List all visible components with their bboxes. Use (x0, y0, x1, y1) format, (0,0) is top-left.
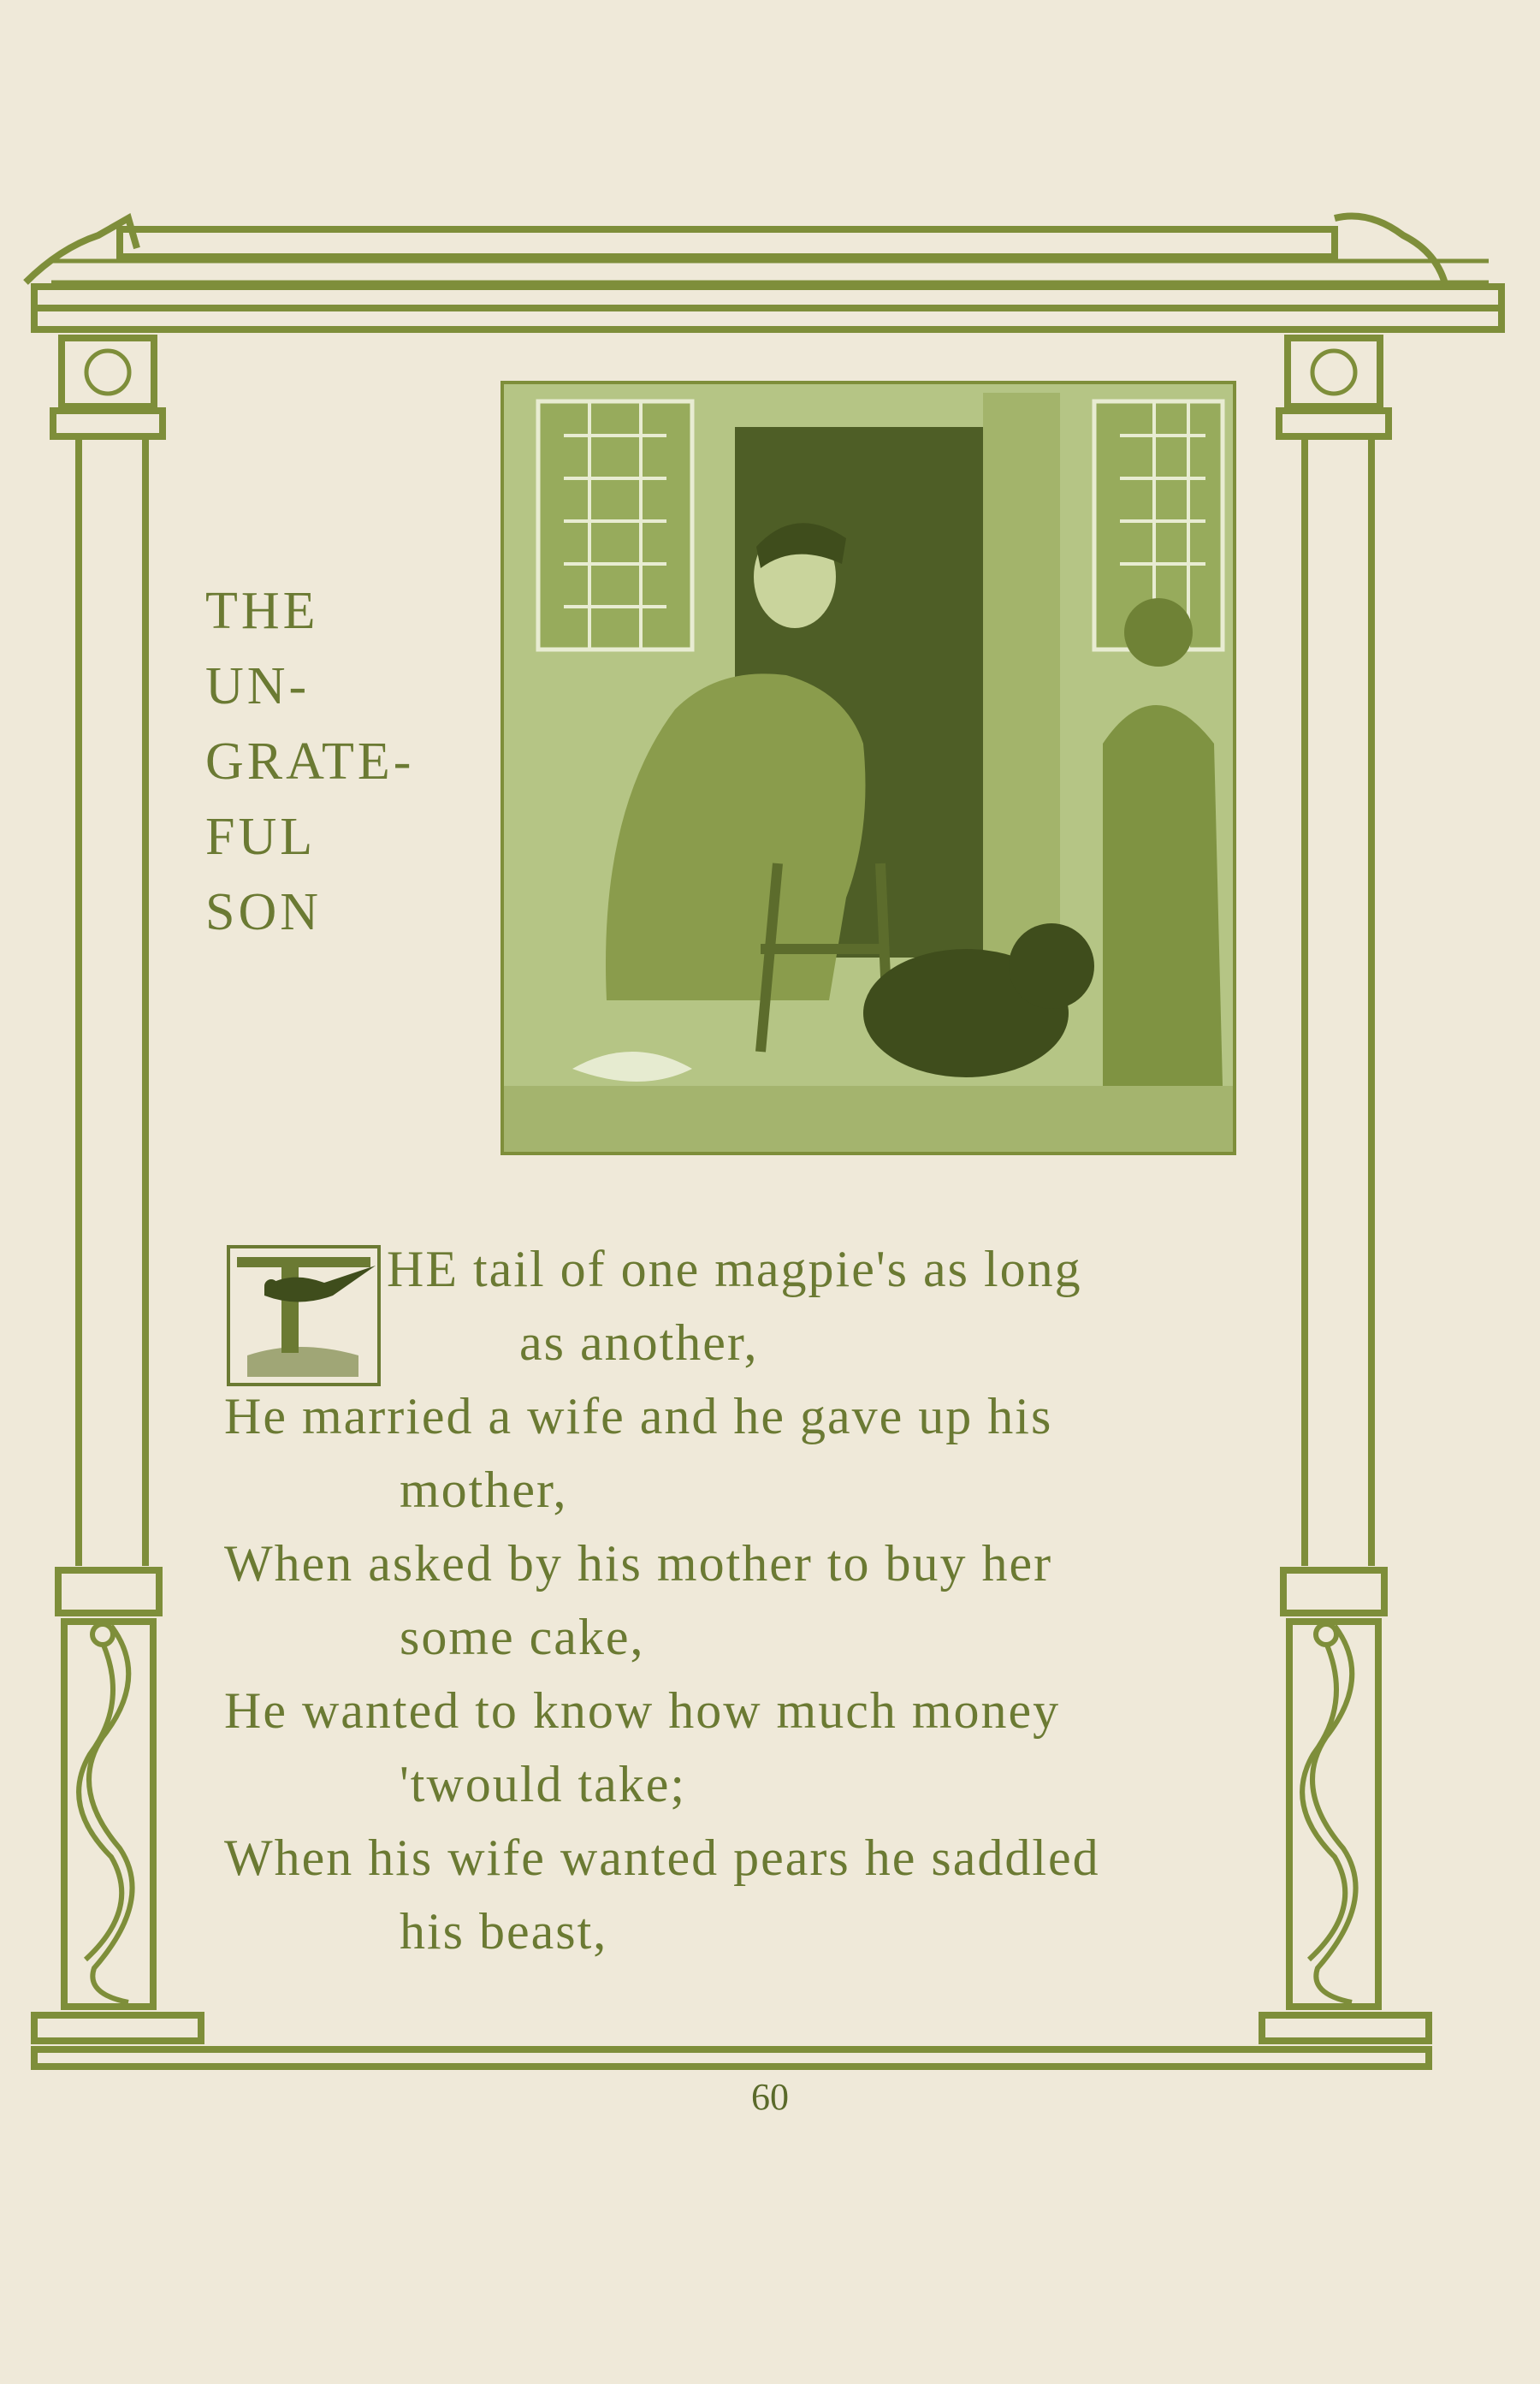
photograph (500, 381, 1236, 1155)
title-line: SON (205, 883, 323, 941)
poem-line: some cake, (400, 1609, 645, 1665)
title-line: GRATE- (205, 732, 415, 791)
page-number: 60 (751, 2076, 789, 2118)
title-line: FUL (205, 808, 317, 866)
poem-line: mother, (400, 1462, 568, 1518)
poem-line: HE tail of one magpie's as long (387, 1241, 1082, 1297)
poem-line: He wanted to know how much money (224, 1682, 1061, 1739)
chapter-title (205, 573, 414, 950)
dragon-icon (79, 1624, 132, 2002)
poem-line: When his wife wanted pears he saddled (224, 1830, 1100, 1886)
dragon-icon (1302, 1624, 1355, 2002)
poem-line: When asked by his mother to buy her (224, 1535, 1053, 1592)
pagoda-roof-icon (26, 216, 1502, 330)
poem-line: He married a wife and he gave up his (224, 1388, 1053, 1444)
poem-text (224, 1232, 1234, 1968)
poem-line: 'twould take; (400, 1756, 687, 1812)
poem-line: his beast, (400, 1903, 608, 1960)
title-line: THE (205, 582, 319, 640)
title-line: UN- (205, 657, 311, 715)
poem-line: as another, (519, 1314, 759, 1371)
